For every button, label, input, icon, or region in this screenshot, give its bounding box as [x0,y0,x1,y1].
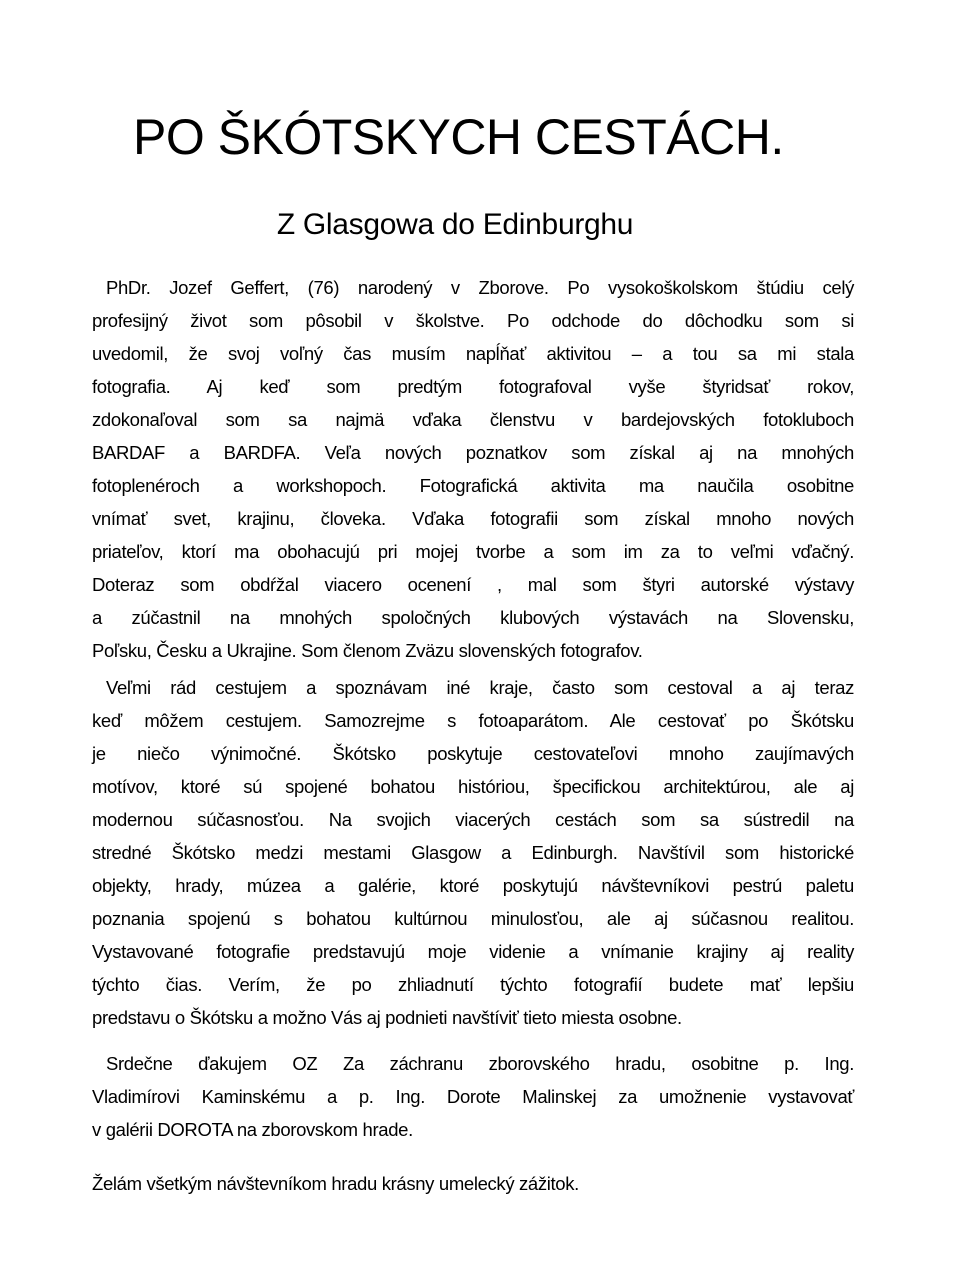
text-line: Želám všetkým návštevníkom hradu krásny umelecký zážitok. [92,1173,579,1194]
text-line: je niečo výnimočné. Škótsko poskytuje cestovateľovi mnoho zaujímavých [92,743,854,764]
text-line: keď môžem cestujem. Samozrejme s fotoaparátom. Ale cestovať po Škótsku [92,710,854,731]
text-line: a zúčastnil na mnohých spoločných klubových výstavách na Slovensku, [92,607,854,628]
text-line: objekty, hrady, múzea a galérie, ktoré poskytujú návštevníkovi pestrú paletu [92,875,854,896]
text-line: modernou súčasnosťou. Na svojich viacerých cestách som sa sústredil na [92,809,854,830]
text-line: poznania spojenú s bohatou kultúrnou minulosťou, ale aj súčasnou realitou. [92,908,854,929]
text-line: fotografia. Aj keď som predtým fotografoval vyše štyridsať rokov, [92,376,854,397]
text-line: Doteraz som obdŕžal viacero ocenení , mal som štyri autorské výstavy [92,574,854,595]
text-line: PhDr. Jozef Geffert, (76) narodený v Zborove. Po vysokoškolskom štúdiu celý [106,277,854,298]
paragraph-biography [92,271,854,667]
document-subtitle: Z Glasgowa do Edinburghu [276,208,634,241]
text-line: týchto čias. Verím, že po zhliadnutí týchto fotografií budete mať lepšiu [92,974,854,995]
text-line: Srdečne ďakujem OZ Za záchranu zborovského hradu, osobitne p. Ing. [106,1053,854,1074]
text-line: Veľmi rád cestujem a spoznávam iné kraje, často som cestoval a aj teraz [106,677,854,698]
text-line: BARDAF a BARDFA. Veľa nových poznatkov som získal aj na mnohých [92,442,854,463]
text-line: zdokonaľoval som sa najmä vďaka členstvu v bardejovských fotokluboch [92,409,854,430]
text-line: Poľsku, Česku a Ukrajine. Som členom Zväzu slovenských fotografov. [92,640,643,661]
text-line: Vladimírovi Kaminskému a p. Ing. Dorote Malinskej za umožnenie vystavovať [92,1086,854,1107]
text-line: motívov, ktoré sú spojené bohatou históriou, špecifickou architektúrou, ale aj [92,776,854,797]
text-line: vnímať svet, krajinu, človeka. Vďaka fotografii som získal mnoho nových [92,508,854,529]
text-line: priateľov, ktorí ma obohacujú pri mojej tvorbe a som im za to veľmi vďačný. [92,541,854,562]
text-line: v galérii DOROTA na zborovskom hrade. [92,1119,413,1140]
paragraph-travel [92,671,854,1034]
text-line: uvedomil, že svoj voľný čas musím napĺňať aktivitou – a tou sa mi stala [92,343,854,364]
text-line: predstavu o Škótsku a možno Vás aj podnieti navštíviť tieto miesta osobne. [92,1007,682,1028]
paragraph-wishes [92,1167,854,1200]
text-line: fotoplenéroch a workshopoch. Fotografická aktivita ma naučila osobitne [92,475,854,496]
text-line: Vystavované fotografie predstavujú moje videnie a vnímanie krajiny aj reality [92,941,854,962]
text-line: stredné Škótsko medzi mestami Glasgow a Edinburgh. Navštívil som historické [92,842,854,863]
paragraph-thanks [92,1047,854,1146]
document-title: PO ŠKÓTSKYCH CESTÁCH. [133,109,784,165]
text-line: profesijný život som pôsobil v školstve. Po odchode do dôchodku som si [92,310,854,331]
